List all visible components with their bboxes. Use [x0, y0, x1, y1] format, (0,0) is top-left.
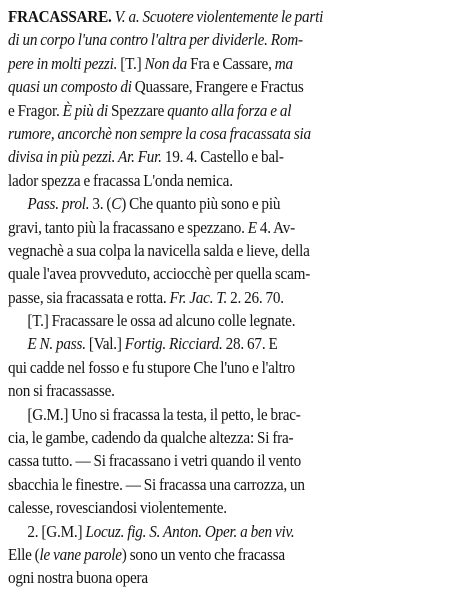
entry-line [8, 239, 407, 262]
text-segment: [Val.] [85, 334, 125, 354]
italic-text: pere in molti pezzi. [8, 53, 118, 73]
text-segment: [T.] [117, 53, 145, 73]
text-segment: Elle ( [8, 544, 40, 564]
headword: FRACASSARE. [8, 7, 112, 26]
entry-line [8, 169, 407, 192]
text-segment: ) sono un vento che fracassa [121, 544, 285, 564]
entry-line [8, 216, 407, 239]
italic-text: rumore, ancorchè non sempre la cosa fracassata sia [8, 123, 311, 143]
text-segment: 2. [G.M.] [27, 521, 86, 541]
text-segment: vegnachè a sua colpa la navicella salda e lieve, della [8, 240, 310, 260]
italic-text: divisa in più pezzi. Ar. Fur. [8, 147, 162, 167]
text-segment: quale l'avea provveduto, acciocchè per quella scam- [8, 264, 311, 284]
text-segment: lador spezza e fracassa L'onda nemica. [8, 170, 233, 190]
entry-line [8, 332, 407, 355]
italic-text: di un corpo l'una contro l'altra per dividerle. Rom- [8, 30, 303, 50]
entry-line [8, 99, 407, 122]
entry-line [8, 403, 407, 426]
italic-text: E [247, 217, 257, 237]
entry-line [8, 122, 407, 145]
entry-line [8, 309, 407, 332]
text-segment: ogni nostra buona opera [8, 568, 148, 588]
italic-text: quanto alla forza e al [167, 100, 292, 120]
entry-line [8, 145, 407, 168]
text-segment: ) Che quanto più sono e più [121, 194, 281, 214]
text-segment: 2. 26. 70. [227, 287, 284, 307]
entry-line [8, 5, 407, 28]
italic-text: C [111, 194, 122, 214]
text-segment: cassa tutto. — Si fracassano i vetri quando il vento [8, 451, 301, 471]
text-segment: 4. Av- [256, 217, 295, 237]
entry-line [8, 75, 407, 98]
italic-text: ma [274, 53, 293, 73]
italic-text: E N. pass. [27, 334, 86, 354]
text-segment: [T.] Fracassare le ossa ad alcuno colle legnate. [27, 311, 296, 331]
entry-line [8, 286, 407, 309]
italic-text: Non da [144, 53, 188, 73]
entry-line [8, 449, 407, 472]
italic-text: Locuz. fig. S. Anton. Oper. a ben viv. [85, 521, 295, 541]
text-segment: qui cadde nel fosso e fu stupore Che l'uno e l'altro [8, 357, 295, 377]
text-segment: e Fragor. [8, 100, 63, 120]
text-segment: [G.M.] Uno si fracassa la testa, il petto, le brac- [27, 404, 301, 424]
text-segment: passe, sia fracassata e rotta. [8, 287, 170, 307]
entry-line [8, 426, 407, 449]
entry-line [8, 520, 407, 543]
text-segment: 19. 4. Castello e bal- [161, 147, 284, 167]
italic-text: Fortig. Ricciard. [124, 334, 223, 354]
text-segment: cia, le gambe, cadendo da qualche altezza: Si fra- [8, 428, 294, 448]
entry-line [8, 566, 407, 589]
entry-line [8, 543, 407, 566]
entry-line [8, 379, 407, 402]
text-segment: 28. 67. E [222, 334, 278, 354]
text-segment: Fra e Cassare, [187, 53, 275, 73]
italic-text: Pass. prol. [27, 194, 90, 214]
text-segment: Spezzare [107, 100, 168, 120]
text-segment: Quassare, Frangere e Fractus [131, 77, 304, 97]
text-segment: sbacchia le finestre. — Si fracassa una carrozza, un [8, 474, 305, 494]
italic-text: le vane parole [39, 544, 122, 564]
italic-text: V. a. Scuotere violentemente le parti [114, 7, 324, 26]
italic-text: quasi un composto di [8, 77, 132, 97]
italic-text: Fr. Jac. T. [169, 287, 228, 307]
text-segment: non si fracassasse. [8, 381, 115, 401]
entry-line [8, 52, 407, 75]
text-segment: calesse, rovesciandosi violentemente. [8, 498, 227, 518]
entry-line [8, 356, 407, 379]
entry-line [8, 262, 407, 285]
italic-text: È più di [62, 100, 108, 120]
entry-line [8, 192, 407, 215]
text-segment: 3. ( [89, 194, 112, 214]
entry-line [8, 473, 407, 496]
entry-line [8, 28, 407, 51]
text-segment: gravi, tanto più la fracassano e spezzano. [8, 217, 248, 237]
entry-line [8, 496, 407, 519]
